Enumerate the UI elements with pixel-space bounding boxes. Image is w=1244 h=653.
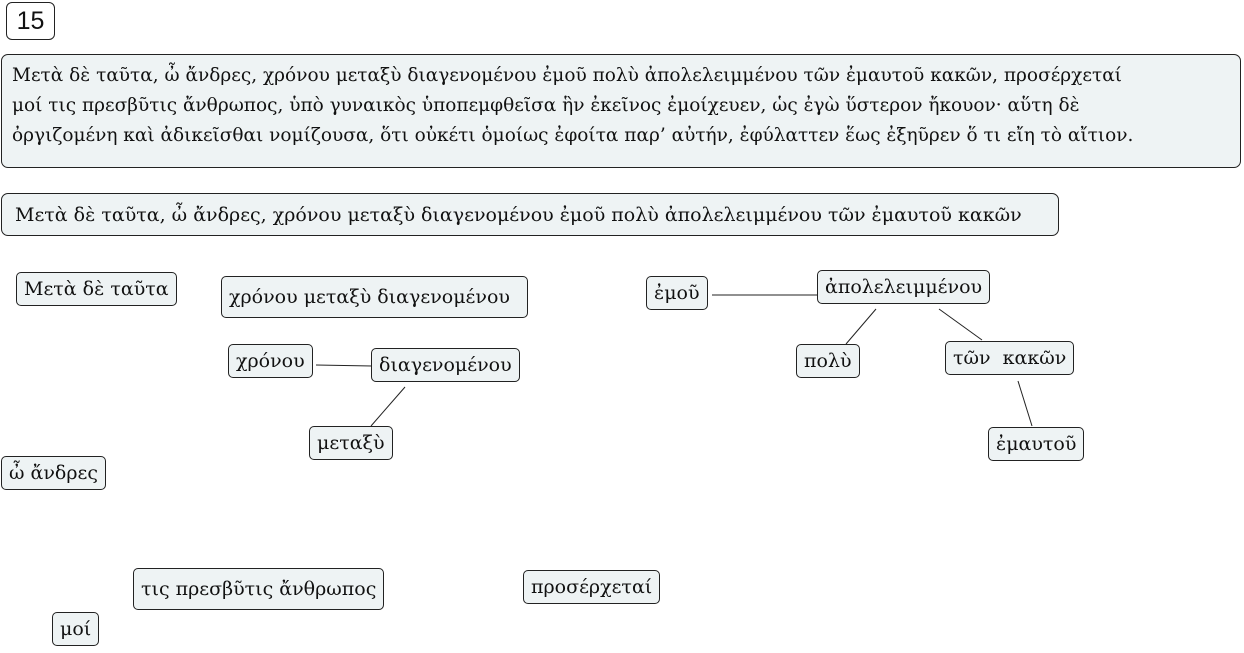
chunk-tis-presbutis[interactable]: τις πρεσβῦτις ἄνθρωπος: [133, 568, 384, 610]
passage-line-3: ὀργιζομένη καὶ ἀδικεῖσθαι νομίζουσα, ὅτι οὐκέτι ὁμοίως ἐφοίτα παρ’ αὐτήν, ἐφύλαττεν ἕως ἐξηῦρεν ὅ τι εἴη τὸ αἴτιον.: [12, 125, 1134, 146]
passage-line-2: μοί τις πρεσβῦτις ἄνθρωπος, ὑπὸ γυναικὸς ὑποπεμφθεῖσα ἣν ἐκεῖνος ἐμοίχευεν, ὡς ἐγὼ ὕστερον ἤκουον· αὕτη δὲ: [12, 95, 1080, 116]
chunk-metaxu[interactable]: μεταξὺ: [309, 426, 393, 460]
chunk-emou[interactable]: ἐμοῦ: [646, 276, 708, 310]
chunk-polu[interactable]: πολὺ: [796, 344, 860, 378]
chunk-ton-kakon[interactable]: τῶν κακῶν: [945, 341, 1074, 375]
chunk-proserchetai[interactable]: προσέρχεταί: [523, 570, 660, 604]
chunk-diagenomenou[interactable]: διαγενομένου: [371, 348, 520, 382]
link-diagenomenou-metaxu: [371, 387, 405, 426]
passage-text: [1, 54, 1241, 168]
link-chronou-diagenomenou: [316, 365, 372, 366]
chunk-o-andres[interactable]: ὦ ἄνδρες: [1, 456, 106, 490]
chunk-meta-de-tauta[interactable]: Μετὰ δὲ ταῦτα: [16, 272, 177, 306]
section-number: 15: [6, 2, 55, 40]
chunk-moi[interactable]: μοί: [52, 612, 99, 646]
chunk-emautou[interactable]: ἐμαυτοῦ: [988, 427, 1084, 461]
passage-line-1: Μετὰ δὲ ταῦτα, ὦ ἄνδρες, χρόνου μεταξὺ διαγενομένου ἐμοῦ πολὺ ἀπολελειμμένου τῶν ἐμαυτοῦ κακῶν, προσέρχεταί: [12, 65, 1122, 86]
sentence-box[interactable]: Μετὰ δὲ ταῦτα, ὦ ἄνδρες, χρόνου μεταξὺ διαγενομένου ἐμοῦ πολὺ ἀπολελειμμένου τῶν ἐμαυτοῦ κακῶν: [1, 193, 1059, 236]
chunk-chronou-phrase[interactable]: χρόνου μεταξὺ διαγενομένου: [221, 276, 528, 318]
link-apoleleimmenou-ton-kakon: [939, 309, 982, 340]
chunk-apoleleimmenou[interactable]: ἀπολελειμμένου: [817, 270, 990, 304]
link-apoleleimmenou-polu: [846, 309, 876, 344]
chunk-chronou[interactable]: χρόνου: [228, 344, 313, 378]
link-ton-kakon-emautou: [1018, 381, 1032, 426]
